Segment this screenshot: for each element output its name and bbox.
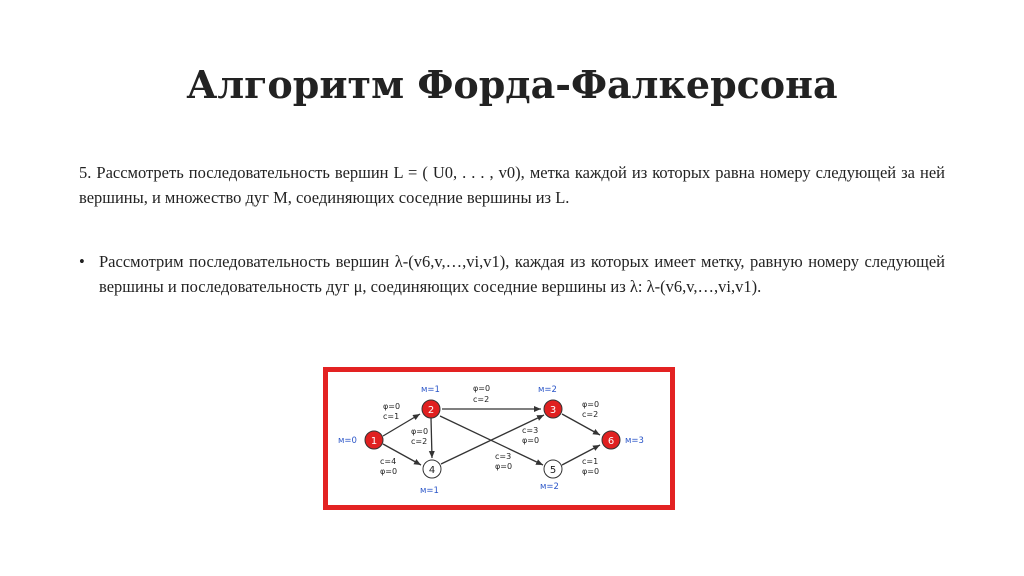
bullet-item [79,249,945,299]
node-2-mark: м=1 [421,385,440,395]
edge-1-2-phi: φ=0 [383,402,401,411]
step-5-paragraph: 5. Рассмотреть последовательность вершин L = ( U0, . . . , v0), метка каждой из которых равна номеру следующей за ней вершины, и множество дуг M, соединяющих соседние вершины из L. [79,163,945,207]
edge-2-5-phi: φ=0 [495,462,513,471]
edge-1-4-phi: φ=0 [380,467,398,476]
svg-text:6: 6 [607,436,615,447]
edge-2-4-phi: φ=0 [411,427,429,436]
edge-2-3-phi: φ=0 [473,384,491,393]
edge-5-6-c: c=1 [582,457,599,466]
node-3-mark: м=2 [538,385,557,395]
bullet-text: Рассмотрим последовательность вершин λ-(v6,v,…,vi,v1), каждая из которых имеет метку, равную номеру следующей вершины и последовательность дуг μ, соединяющих соседние вершины из λ: λ-(v6,v,…,vi,v1). [99,252,945,296]
node-2 [422,400,440,418]
node-5 [544,460,562,478]
bullet-icon: • [79,252,85,271]
graph-frame [323,367,675,510]
edge-1-2-c: c=1 [383,412,400,421]
svg-text:2: 2 [427,405,435,416]
slide-title: Алгоритм Форда-Фалкерсона [186,62,838,107]
node-1 [365,431,383,449]
node-4 [423,460,441,478]
flow-network-diagram [328,372,670,505]
edge-4-3-phi: φ=0 [522,436,540,445]
svg-text:3: 3 [549,405,557,416]
node-5-mark: м=2 [540,482,559,492]
node-6 [602,431,620,449]
edge-2-3-c: c=2 [473,395,490,404]
svg-text:1: 1 [370,436,378,447]
edge-1-4-c: c=4 [380,457,397,466]
edge-3-6-c: c=2 [582,410,599,419]
edge-2-5-c: c=3 [495,452,512,461]
node-1-mark: м=0 [338,436,357,446]
svg-text:4: 4 [428,465,436,476]
edge-2-4 [431,418,432,458]
edge-3-6-phi: φ=0 [582,400,600,409]
node-3 [544,400,562,418]
edge-5-6-phi: φ=0 [582,467,600,476]
edge-4-3-c: c=3 [522,426,539,435]
edge-2-4-c: c=2 [411,437,428,446]
node-4-mark: м=1 [420,486,439,496]
svg-text:5: 5 [549,465,557,476]
node-6-mark: м=3 [625,436,644,446]
